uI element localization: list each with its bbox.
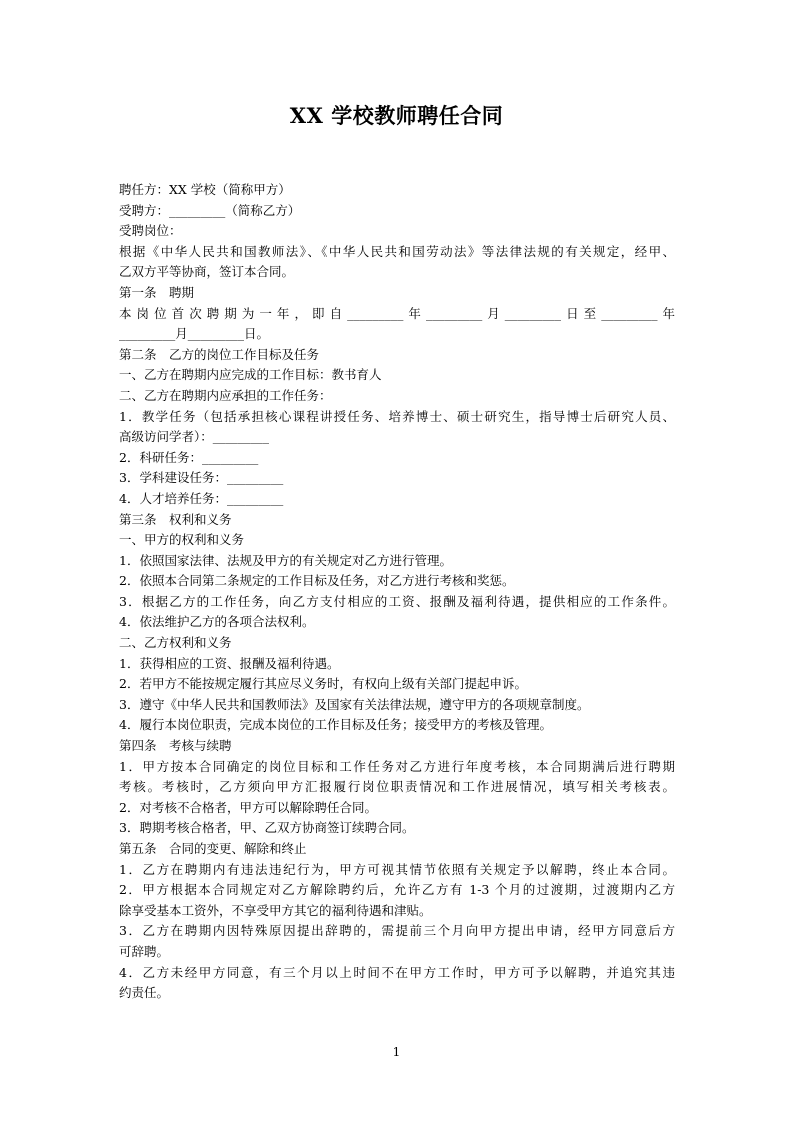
document-title: XX 学校教师聘任合同 [289,103,504,128]
text-line: 除享受基本工资外，不享受甲方其它的福利待遇和津贴。 [119,902,432,918]
text-line: 3．根据乙方的工作任务，向乙方支付相应的工资、报酬及福利待遇，提供相应的工作条件。 [119,593,675,609]
text-line: 根据《中华人民共和国教师法》、《中华人民共和国劳动法》等法律法规的有关规定，经甲、 [119,243,675,259]
text-line: 本岗位首次聘期为一年，即自_________年_________月_________日至_________年 [119,305,675,321]
text-line: 2．依照本合同第二条规定的工作目标及任务，对乙方进行考核和奖惩。 [119,573,515,589]
text-line: 2．对考核不合格者，甲方可以解除聘任合同。 [119,799,377,815]
text-line: 1．依照国家法律、法规及甲方的有关规定对乙方进行管理。 [119,552,452,568]
text-line: 受聘方：_________（简称乙方） [119,202,301,218]
text-line: 3．遵守《中华人民共和国教师法》及国家有关法律法规，遵守甲方的各项规章制度。 [119,696,590,712]
text-line: 4．乙方未经甲方同意，有三个月以上时间不在甲方工作时，甲方可予以解聘，并追究其违 [119,964,675,980]
text-line: _________月_________日。 [119,326,270,342]
text-line: 一、乙方在聘期内应完成的工作目标：教书育人 [119,367,382,383]
text-line: 受聘岗位： [119,223,182,239]
section-heading: 第一条 聘期 [119,284,195,300]
text-line: 可辞聘。 [119,943,170,959]
section-heading: 第四条 考核与续聘 [119,738,232,754]
text-line: 3．聘期考核合格者，甲、乙双方协商签订续聘合同。 [119,820,415,836]
text-line: 聘任方：XX 学校（简称甲方） [119,182,291,197]
text-line: 二、乙方权利和义务 [119,635,232,651]
section-heading: 第二条 乙方的岗位工作目标及任务 [119,346,320,362]
text-line: 3．学科建设任务：_________ [119,470,284,486]
text-line: 4．依法维护乙方的各项合法权利。 [119,614,315,630]
text-line: 1．甲方按本合同确定的岗位目标和工作任务对乙方进行年度考核，本合同期满后进行聘期 [119,758,675,774]
text-line: 高级访问学者）：_________ [119,429,270,445]
text-line: 2．科研任务：_________ [119,449,259,465]
text-line: 2．若甲方不能按规定履行其应尽义务时，有权向上级有关部门提起申诉。 [119,676,527,692]
page-number: 1 [392,1045,401,1059]
document-body [119,180,675,1004]
text-line: 4．人才培养任务：_________ [119,490,284,506]
text-line: 考核。考核时，乙方须向甲方汇报履行岗位职责情况和工作进展情况，填写相关考核表。 [119,779,675,795]
text-line: 乙双方平等协商，签订本合同。 [119,264,295,280]
text-line: 1．获得相应的工资、报酬及福利待遇。 [119,655,340,671]
text-line: 约责任。 [119,985,170,1001]
text-line: 2．甲方根据本合同规定对乙方解除聘约后，允许乙方有 1-3 个月的过渡期，过渡期内乙方 [119,882,675,898]
text-line: 4．履行本岗位职责，完成本岗位的工作目标及任务；接受甲方的考核及管理。 [119,717,552,733]
text-line: 一、甲方的权利和义务 [119,532,245,548]
section-heading: 第三条 权利和义务 [119,511,232,527]
text-line: 二、乙方在聘期内应承担的工作任务： [119,387,332,403]
text-line: 3．乙方在聘期内因特殊原因提出辞聘的，需提前三个月向甲方提出申请，经甲方同意后方 [119,923,675,939]
text-line: 1．教学任务（包括承担核心课程讲授任务、培养博士、硕士研究生，指导博士后研究人员、 [119,408,675,424]
section-heading: 第五条 合同的变更、解除和终止 [119,841,307,856]
text-line: 1．乙方在聘期内有违法违纪行为，甲方可视其情节依照有关规定予以解聘，终止本合同。 [119,861,675,877]
